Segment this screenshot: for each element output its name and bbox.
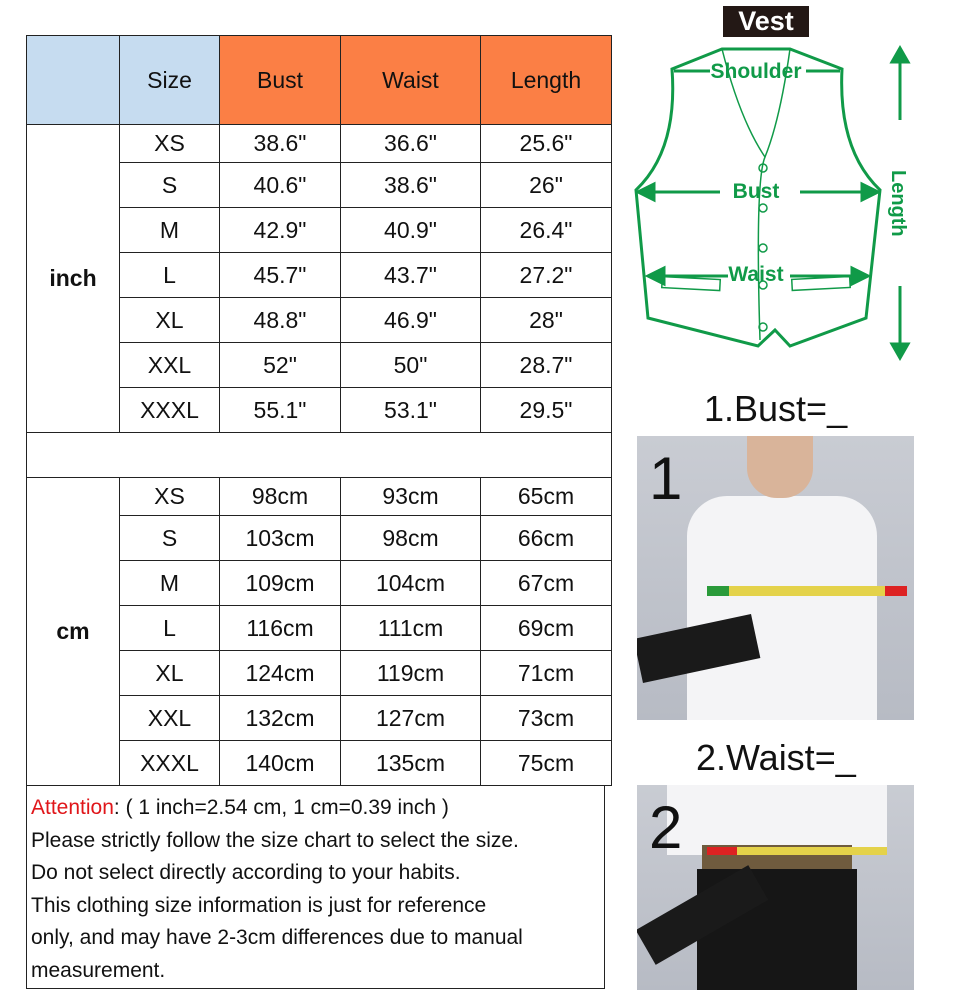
table-cell: 127cm xyxy=(341,696,481,741)
table-cell: XXL xyxy=(120,696,220,741)
bust-measure-photo xyxy=(637,436,914,720)
spacer-cell xyxy=(27,433,612,478)
table-row xyxy=(27,478,612,516)
table-cell: 132cm xyxy=(220,696,341,741)
table-cell: 43.7" xyxy=(341,253,481,298)
table-cell: M xyxy=(120,561,220,606)
bust-step-title: 1.Bust=_ xyxy=(704,388,848,429)
table-cell: L xyxy=(120,253,220,298)
table-cell: 25.6" xyxy=(481,125,612,163)
table-cell: XL xyxy=(120,651,220,696)
header-cell: Size xyxy=(120,36,220,125)
table-cell: 140cm xyxy=(220,741,341,786)
table-cell: 50" xyxy=(341,343,481,388)
table-cell: 66cm xyxy=(481,516,612,561)
attention-notes xyxy=(26,786,605,989)
table-cell: XS xyxy=(120,125,220,163)
unit-label: inch xyxy=(27,125,120,433)
table-cell: 104cm xyxy=(341,561,481,606)
table-cell: 52" xyxy=(220,343,341,388)
table-cell: 46.9" xyxy=(341,298,481,343)
size-chart-table xyxy=(26,35,612,786)
conversion-text: : ( 1 inch=2.54 cm, 1 cm=0.39 inch ) xyxy=(113,796,449,819)
table-cell: 93cm xyxy=(341,478,481,516)
table-cell: 28.7" xyxy=(481,343,612,388)
table-cell: 98cm xyxy=(220,478,341,516)
table-cell: 71cm xyxy=(481,651,612,696)
table-cell: 124cm xyxy=(220,651,341,696)
spacer-row xyxy=(27,433,612,478)
table-cell: 42.9" xyxy=(220,208,341,253)
table-cell: 48.8" xyxy=(220,298,341,343)
table-cell: 45.7" xyxy=(220,253,341,298)
note-line: only, and may have 2-3cm differences due to manual xyxy=(31,926,523,949)
table-cell: 75cm xyxy=(481,741,612,786)
table-cell: 111cm xyxy=(341,606,481,651)
note-line: Please strictly follow the size chart to select the size. xyxy=(31,828,519,852)
length-label: Length xyxy=(887,170,909,237)
header-cell xyxy=(27,36,120,125)
table-cell: 40.9" xyxy=(341,208,481,253)
step-number: 1 xyxy=(649,445,683,512)
vest-title: Vest xyxy=(723,6,809,37)
waist-step-title: 2.Waist=_ xyxy=(696,737,856,778)
waist-label: Waist xyxy=(728,263,784,286)
attention-label: Attention xyxy=(31,796,114,819)
table-cell: XXL xyxy=(120,343,220,388)
table-cell: 53.1" xyxy=(341,388,481,433)
table-cell: M xyxy=(120,208,220,253)
waist-measure-photo xyxy=(637,785,914,990)
shoulder-label: Shoulder xyxy=(710,60,802,83)
table-cell: XS xyxy=(120,478,220,516)
table-cell: 103cm xyxy=(220,516,341,561)
bust-label: Bust xyxy=(732,180,780,203)
unit-label: cm xyxy=(27,478,120,786)
header-cell: Waist xyxy=(341,36,481,125)
table-cell: XXXL xyxy=(120,388,220,433)
table-cell: 109cm xyxy=(220,561,341,606)
table-cell: 26.4" xyxy=(481,208,612,253)
table-cell: 27.2" xyxy=(481,253,612,298)
table-cell: XL xyxy=(120,298,220,343)
table-cell: 28" xyxy=(481,298,612,343)
table-cell: XXXL xyxy=(120,741,220,786)
table-cell: 119cm xyxy=(341,651,481,696)
header-cell: Length xyxy=(481,36,612,125)
table-cell: 73cm xyxy=(481,696,612,741)
table-cell: 69cm xyxy=(481,606,612,651)
vest-diagram xyxy=(630,40,920,370)
table-cell: 67cm xyxy=(481,561,612,606)
table-cell: 55.1" xyxy=(220,388,341,433)
note-line: This clothing size information is just for reference xyxy=(31,893,487,917)
table-cell: 65cm xyxy=(481,478,612,516)
table-cell: S xyxy=(120,516,220,561)
table-row xyxy=(27,125,612,163)
table-cell: 38.6" xyxy=(341,163,481,208)
table-cell: 40.6" xyxy=(220,163,341,208)
table-cell: L xyxy=(120,606,220,651)
header-row xyxy=(27,36,612,125)
step-number: 2 xyxy=(649,794,683,861)
table-cell: 116cm xyxy=(220,606,341,651)
table-cell: 29.5" xyxy=(481,388,612,433)
header-cell: Bust xyxy=(220,36,341,125)
note-line: measurement. xyxy=(31,958,166,982)
table-cell: 38.6" xyxy=(220,125,341,163)
table-cell: S xyxy=(120,163,220,208)
table-cell: 98cm xyxy=(341,516,481,561)
table-cell: 26" xyxy=(481,163,612,208)
table-cell: 135cm xyxy=(341,741,481,786)
note-line: Do not select directly according to your habits. xyxy=(31,861,461,884)
table-cell: 36.6" xyxy=(341,125,481,163)
